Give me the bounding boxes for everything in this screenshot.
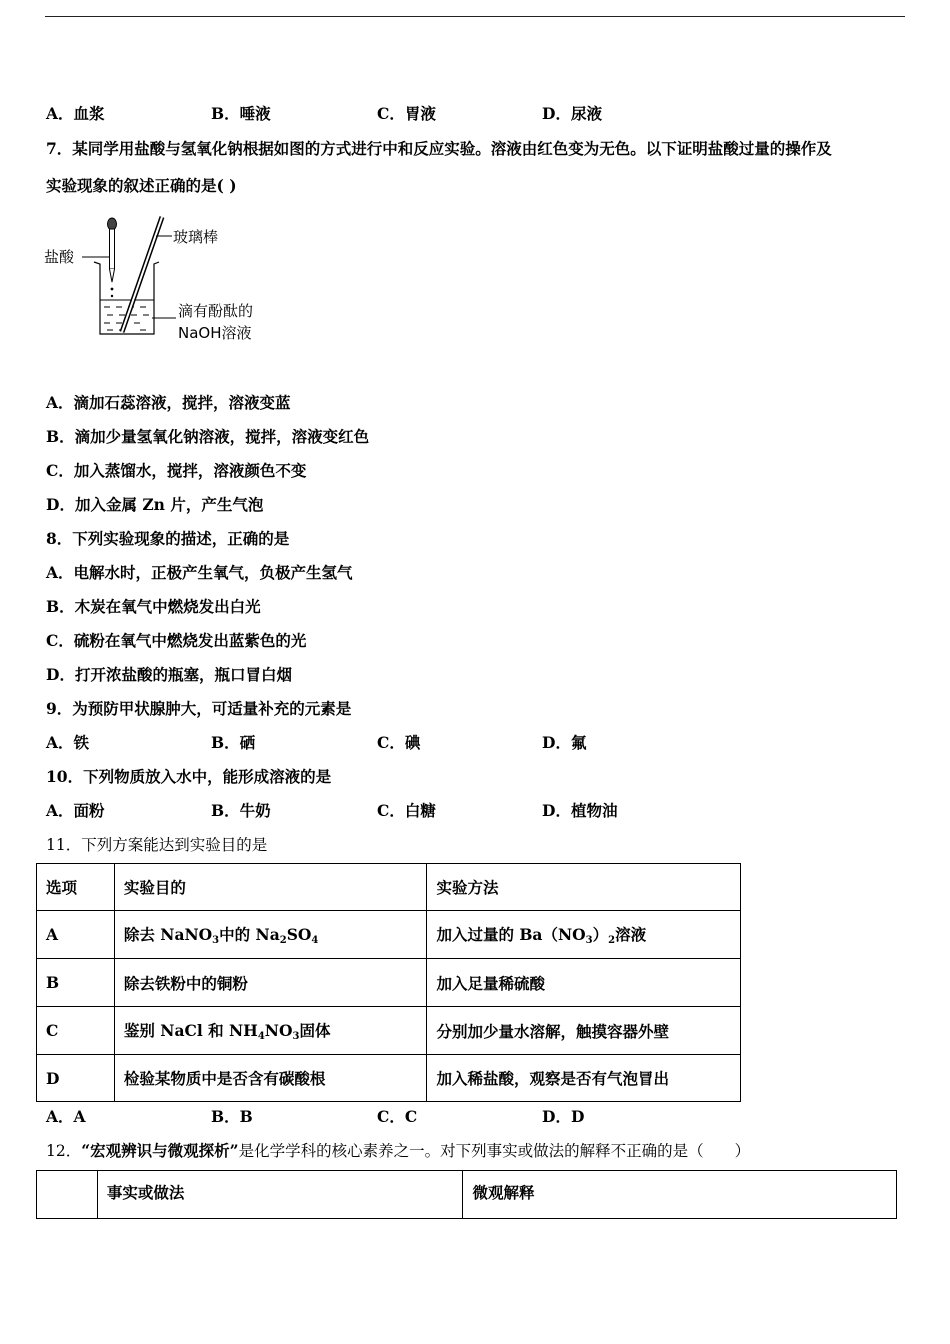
q12-stem: 12．“宏观辨识与微观探析”是化学学科的核心素养之一。对下列事实或做法的解释不正确的是（ ） xyxy=(46,1141,751,1160)
row-method: 加入稀盐酸，观察是否有气泡冒出 xyxy=(427,1055,741,1102)
label-hydrochloric-acid: 盐酸 xyxy=(44,248,75,266)
row-option: B xyxy=(37,959,115,1007)
q12-table xyxy=(36,1170,897,1219)
q11-stem: 11．下列方案能达到实验目的是 xyxy=(46,836,268,854)
row-purpose: 检验某物质中是否含有碳酸根 xyxy=(114,1055,427,1102)
table-row xyxy=(37,911,741,959)
q7-option-d: D．加入金属 Zn 片，产生气泡 xyxy=(46,495,264,514)
q8-option-b: B．木炭在氧气中燃烧发出白光 xyxy=(46,597,261,616)
row-option: A xyxy=(37,911,115,959)
q8-option-d: D．打开浓盐酸的瓶塞，瓶口冒白烟 xyxy=(46,665,292,684)
q7-stem-line1: 7．某同学用盐酸与氢氧化钠根据如图的方式进行中和反应实验。溶液由红色变为无色。以下证明盐酸过量的操作及 xyxy=(46,139,832,158)
row-purpose: 除去 NaNO$_3$中的 $Na_2SO_4$ xyxy=(114,911,427,959)
q7-figure xyxy=(44,212,284,350)
row-method: 分别加少量水溶解，触摸容器外壁 xyxy=(427,1007,741,1055)
q11-table xyxy=(36,863,741,1102)
table-header-row xyxy=(37,864,741,911)
q11-option-c: C．C xyxy=(377,1107,418,1126)
q9-option-a: A．铁 xyxy=(46,733,90,752)
row-option: D xyxy=(37,1055,115,1102)
q6-option-a: A．血浆 xyxy=(46,104,105,123)
header-purpose: 实验目的 xyxy=(114,864,427,911)
q9-stem: 9．为预防甲状腺肿大，可适量补充的元素是 xyxy=(46,699,352,718)
q11-option-b: B．B xyxy=(211,1107,253,1126)
q10-option-c: C．白糖 xyxy=(377,801,436,820)
row-purpose: 除去铁粉中的铜粉 xyxy=(114,959,427,1007)
label-solution-line1: 滴有酚酞的 xyxy=(178,302,254,320)
header-fact: 事实或做法 xyxy=(97,1171,463,1219)
row-purpose: 鉴别 NaCl 和 $NH_4NO_3$固体 xyxy=(114,1007,427,1055)
q10-option-d: D．植物油 xyxy=(542,801,618,820)
label-glass-rod: 玻璃棒 xyxy=(173,228,219,246)
q6-option-b: B．唾液 xyxy=(211,104,271,123)
q7-option-a: A．滴加石蕊溶液，搅拌，溶液变蓝 xyxy=(46,393,291,412)
q10-option-b: B．牛奶 xyxy=(211,801,271,820)
header-blank xyxy=(37,1171,98,1219)
q10-stem: 10．下列物质放入水中，能形成溶液的是 xyxy=(46,767,332,786)
table-row xyxy=(37,959,741,1007)
row-method: 加入足量稀硫酸 xyxy=(427,959,741,1007)
q8-option-a: A．电解水时，正极产生氧气，负极产生氢气 xyxy=(46,563,353,582)
q8-option-c: C．硫粉在氧气中燃烧发出蓝紫色的光 xyxy=(46,631,307,650)
header-explanation: 微观解释 xyxy=(463,1171,897,1219)
q6-option-d: D．尿液 xyxy=(542,104,602,123)
q11-option-a: A．A xyxy=(46,1107,86,1126)
q7-stem-line2: 实验现象的叙述正确的是( ) xyxy=(46,176,237,195)
q9-option-c: C．碘 xyxy=(377,733,421,752)
row-method: 加入过量的 $Ba(NO_3)_2$溶液 xyxy=(427,911,741,959)
q9-option-d: D．氟 xyxy=(542,733,587,752)
header-rule xyxy=(45,16,905,17)
label-solution-line2: NaOH溶液 xyxy=(178,324,252,342)
q6-option-c: C．胃液 xyxy=(377,104,436,123)
table-header-row xyxy=(37,1171,897,1219)
row-option: C xyxy=(37,1007,115,1055)
table-row xyxy=(37,1055,741,1102)
q10-option-a: A．面粉 xyxy=(46,801,105,820)
header-method: 实验方法 xyxy=(427,864,741,911)
q7-option-c: C．加入蒸馏水，搅拌，溶液颜色不变 xyxy=(46,461,307,480)
q8-stem: 8．下列实验现象的描述，正确的是 xyxy=(46,529,290,548)
table-row xyxy=(37,1007,741,1055)
header-option: 选项 xyxy=(37,864,115,911)
q9-option-b: B．硒 xyxy=(211,733,256,752)
q7-option-b: B．滴加少量氢氧化钠溶液，搅拌，溶液变红色 xyxy=(46,427,370,446)
q11-option-d: D．D xyxy=(542,1107,585,1126)
